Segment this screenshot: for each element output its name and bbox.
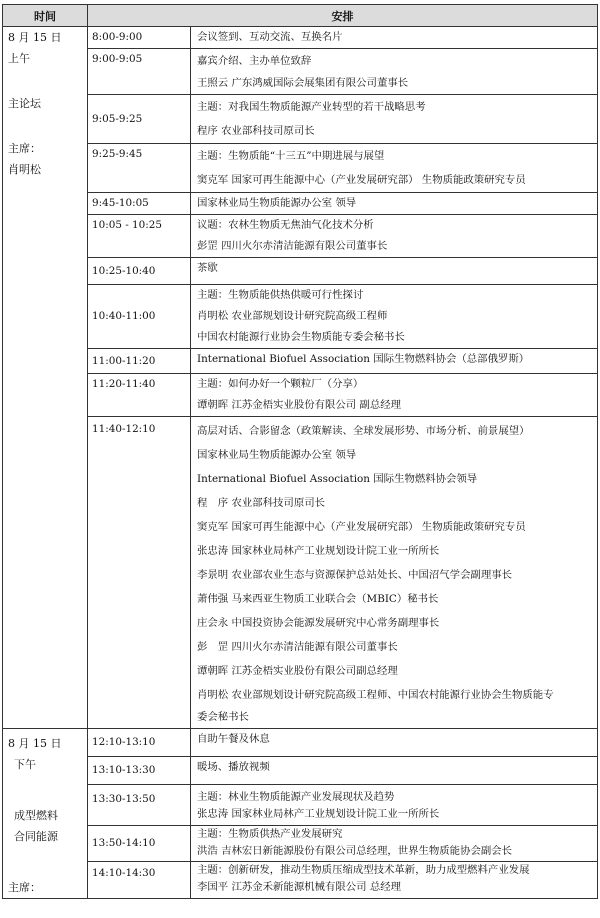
arrangement-line: 程 序 农业部科技司原司长 xyxy=(197,497,325,509)
arrangement-line: 议题：农林生物质无焦油气化技术分析 xyxy=(197,219,374,231)
schedule-row xyxy=(3,729,598,757)
time-cell: 14:10-14:30 xyxy=(88,862,191,899)
arrangement-line: 茶歇 xyxy=(197,262,218,274)
arrangement-line: 主题：创新研发，推动生物质压缩成型技术革新，助力成型燃料产业发展 xyxy=(197,864,530,877)
time-cell: 11:40-12:10 xyxy=(88,417,191,729)
schedule-row xyxy=(3,215,598,258)
arrangement-line: 李景明 农业部农业生态与资源保护总站处长、中国沼气学会副理事长 xyxy=(197,569,513,581)
arrangement-cell xyxy=(191,285,598,349)
schedule-row xyxy=(3,349,598,374)
time-cell: 12:10-13:10 xyxy=(88,729,191,757)
time-cell: 13:30-13:50 xyxy=(88,785,191,826)
arrangement-cell xyxy=(191,215,598,258)
schedule-row xyxy=(3,785,598,826)
time-cell: 9:45-10:05 xyxy=(88,193,191,215)
session-date: 8 月 15 日 xyxy=(8,737,62,750)
session-period: 下午 xyxy=(14,758,36,771)
arrangement-cell xyxy=(191,417,598,729)
time-cell: 10:05 - 10:25 xyxy=(88,215,191,258)
schedule-row xyxy=(3,757,598,785)
arrangement-line: 主题：如何办好一个颗粒厂（分享） xyxy=(197,378,364,390)
arrangement-line: 暖场、播放视频 xyxy=(197,761,270,774)
schedule-row xyxy=(3,144,598,193)
arrangement-cell xyxy=(191,349,598,374)
time-cell: 9:25-9:45 xyxy=(88,144,191,193)
arrangement-line: 窦克军 国家可再生能源中心（产业发展研究部） 生物质能政策研究专员 xyxy=(197,174,526,186)
schedule-row xyxy=(3,285,598,349)
arrangement-cell xyxy=(191,27,598,49)
arrangement-cell xyxy=(191,49,598,95)
schedule-row xyxy=(3,49,598,95)
time-cell: 11:00-11:20 xyxy=(88,349,191,374)
arrangement-cell xyxy=(191,825,598,862)
arrangement-cell xyxy=(191,193,598,215)
schedule-row xyxy=(3,417,598,729)
session-title-2: 合同能源 xyxy=(14,830,58,843)
arrangement-cell xyxy=(191,144,598,193)
arrangement-line: 肖明松 农业部规划设计研究院高级工程师、中国农村能源行业协会生物质能专 xyxy=(197,689,554,701)
arrangement-line: 中国农村能源行业协会生物质能专委会秘书长 xyxy=(197,331,405,343)
session-period: 上午 xyxy=(8,52,30,65)
schedule-table xyxy=(2,4,598,899)
header-arrangement: 安排 xyxy=(88,5,598,27)
arrangement-line: 彭 罡 四川火尔赤清洁能源有限公司董事长 xyxy=(197,641,398,653)
arrangement-line: 主题：生物质供热产业发展研究 xyxy=(197,827,343,840)
arrangement-line: 张忠涛 国家林业局林产工业规划设计院工业一所所长 xyxy=(197,545,440,557)
arrangement-line: 王照云 广东鸿威国际会展集团有限公司董事长 xyxy=(197,77,409,89)
session-chair-name: 肖明松 xyxy=(8,163,41,176)
session-title: 成型燃料 xyxy=(14,809,58,822)
schedule-row xyxy=(3,193,598,215)
session-chair-label: 主席： xyxy=(8,142,41,155)
arrangement-line: 国家林业局生物质能源办公室 领导 xyxy=(197,449,357,461)
time-cell: 10:25-10:40 xyxy=(88,258,191,285)
arrangement-cell xyxy=(191,757,598,785)
arrangement-line: 张忠涛 国家林业局林产工业规划设计院工业一所所长 xyxy=(197,808,440,821)
arrangement-cell xyxy=(191,729,598,757)
arrangement-cell xyxy=(191,862,598,899)
arrangement-line: 谭朝晖 江苏金梧实业股份有限公司 副总经理 xyxy=(197,399,402,411)
header-row xyxy=(3,5,598,27)
session-date: 8 月 15 日 xyxy=(8,31,62,44)
arrangement-line: 主题：对我国生物质能源产业转型的若干战略思考 xyxy=(197,101,426,113)
arrangement-cell xyxy=(191,374,598,417)
arrangement-cell xyxy=(191,785,598,826)
schedule-row xyxy=(3,374,598,417)
time-cell: 10:40-11:00 xyxy=(88,285,191,349)
time-cell: 11:20-11:40 xyxy=(88,374,191,417)
arrangement-line: International Biofuel Association 国际生物燃料协会领导 xyxy=(197,473,478,485)
arrangement-cell xyxy=(191,95,598,144)
arrangement-line: 高层对话、合影留念（政策解读、全球发展形势、市场分析、前景展望） xyxy=(197,425,530,437)
arrangement-line: 洪浩 吉林宏日新能源股份有限公司总经理，世界生物质能协会副会长 xyxy=(197,844,513,857)
arrangement-line: 国家林业局生物质能源办公室 领导 xyxy=(197,197,357,209)
arrangement-line: 彭罡 四川火尔赤清洁能源有限公司董事长 xyxy=(197,240,388,252)
schedule-row xyxy=(3,27,598,49)
arrangement-line: 萧伟强 马来西亚生物质工业联合会（MBIC）秘书长 xyxy=(197,593,439,605)
session-chair-label: 主席： xyxy=(8,881,41,894)
time-cell: 8:00-9:00 xyxy=(88,27,191,49)
arrangement-line: 谭朝晖 江苏金梧实业股份有限公司副总经理 xyxy=(197,665,398,677)
arrangement-line: 主题：生物质能“十三五”中期进展与展望 xyxy=(197,150,385,162)
schedule-row xyxy=(3,862,598,899)
header-time: 时间 xyxy=(3,5,88,27)
arrangement-line: 自助午餐及休息 xyxy=(197,733,270,745)
afternoon-session-cell xyxy=(3,729,88,899)
arrangement-line: 程序 农业部科技司原司长 xyxy=(197,125,315,137)
arrangement-line: 肖明松 农业部规划设计研究院高级工程师 xyxy=(197,310,388,322)
arrangement-line: 会议签到、互动交流、互换名片 xyxy=(197,31,343,43)
session-title: 主论坛 xyxy=(8,97,41,110)
arrangement-line: 主题：林业生物质能源产业发展现状及趋势 xyxy=(197,791,395,804)
arrangement-line: 庄会永 中国投资协会能源发展研究中心常务副理事长 xyxy=(197,617,440,629)
arrangement-line: 主题：生物质能供热供暖可行性探讨 xyxy=(197,289,364,301)
arrangement-line: 嘉宾介绍、主办单位致辞 xyxy=(197,55,312,67)
schedule-row xyxy=(3,95,598,144)
arrangement-line: International Biofuel Association 国际生物燃料协会（总部俄罗斯） xyxy=(197,353,530,365)
schedule-row xyxy=(3,825,598,862)
time-cell: 13:10-13:30 xyxy=(88,757,191,785)
arrangement-line: 委会秘书长 xyxy=(197,711,249,723)
time-cell: 9:00-9:05 xyxy=(88,49,191,95)
time-cell: 13:50-14:10 xyxy=(88,825,191,862)
time-cell: 9:05-9:25 xyxy=(88,95,191,144)
arrangement-line: 窦克军 国家可再生能源中心（产业发展研究部） 生物质能政策研究专员 xyxy=(197,521,526,533)
arrangement-line: 李国平 江苏金禾新能源机械有限公司 总经理 xyxy=(197,881,402,894)
arrangement-cell xyxy=(191,258,598,285)
morning-session-cell xyxy=(3,27,88,729)
schedule-row xyxy=(3,258,598,285)
